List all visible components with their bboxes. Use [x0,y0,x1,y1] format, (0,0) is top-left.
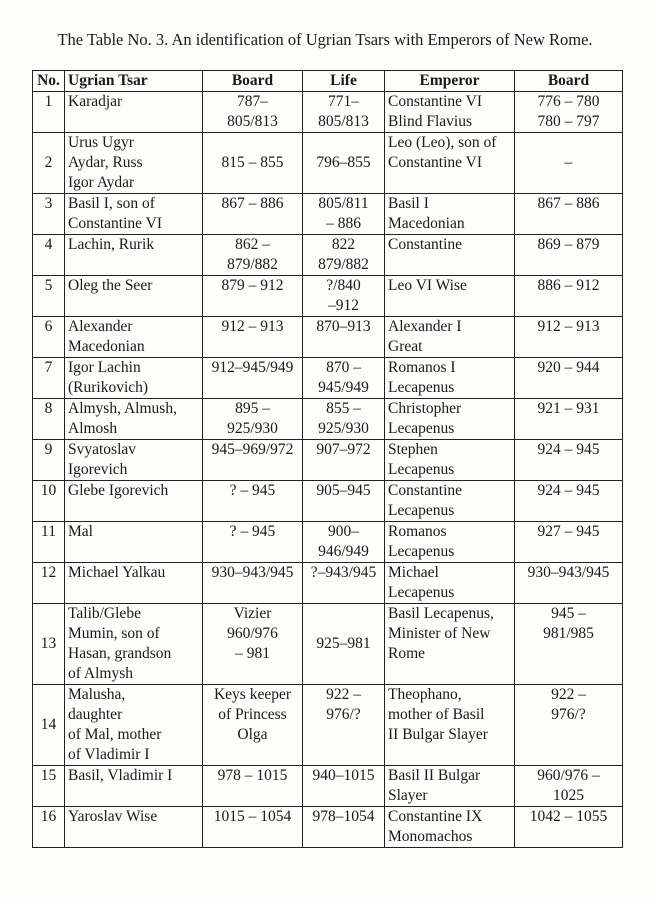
cell-emperor [385,194,515,235]
cell-life [303,358,385,399]
table-row [33,399,623,440]
cell-emperor [385,481,515,522]
cell-line: II Bulgar Slayer [388,726,488,743]
cell-line: 922 – [326,686,361,703]
cell-emperor [385,766,515,807]
cell-line: ?/840 [326,277,361,294]
cell-no: 15 [33,766,65,807]
cell-ugrian-tsar [65,766,203,807]
cell-board [203,358,303,399]
cell-board [203,604,303,685]
cell-emperor [385,685,515,766]
cell-line: 796–855 [316,154,371,171]
header-emperor: Emperor [385,71,515,92]
cell-line: Theophano, [388,686,462,703]
cell-line: 886 – 912 [537,277,600,294]
cell-line: Basil I, son of [68,195,155,212]
cell-line: Lecapenus [388,502,455,519]
cell-emperor [385,807,515,848]
cell-line: 867 – 886 [221,195,284,212]
cell-no: 16 [33,807,65,848]
cell-ugrian-tsar [65,133,203,194]
cell-line: Constantine VI [388,93,482,110]
cell-line: mother of Basil [388,706,485,723]
cell-line: 960/976 – [537,767,600,784]
cell-line: Michael Yalkau [68,564,166,581]
cell-line: Igorevich [68,461,128,478]
cell-emperor-board [515,685,623,766]
cell-board [203,481,303,522]
cell-line: Oleg the Seer [68,277,153,294]
cell-line: Vizier [233,605,272,622]
cell-board [203,276,303,317]
cell-line: Hasan, grandson [68,645,172,662]
cell-line: 912 – 913 [537,318,600,335]
cell-emperor-board [515,440,623,481]
table-row [33,276,623,317]
cell-emperor-board [515,358,623,399]
cell-line: 776 – 780 [537,93,600,110]
cell-line: 805/813 [318,113,369,130]
cell-life [303,133,385,194]
cell-line: Constantine IX [388,808,483,825]
cell-line: 940–1015 [312,767,375,784]
cell-line: 930–943/945 [527,564,610,581]
cell-life [303,194,385,235]
cell-emperor-board [515,194,623,235]
cell-board [203,685,303,766]
cell-ugrian-tsar [65,685,203,766]
cell-line: – 886 [326,215,361,232]
cell-line: 927 – 945 [537,523,600,540]
cell-ugrian-tsar [65,276,203,317]
cell-line: 870–913 [316,318,371,335]
cell-emperor [385,440,515,481]
cell-line: Basil Lecapenus, [388,605,494,622]
cell-emperor-board [515,563,623,604]
cell-emperor-board [515,276,623,317]
cell-line: Aydar, Russ [68,154,143,171]
cell-emperor [385,522,515,563]
cell-line: daughter [68,706,123,723]
cell-line: 907–972 [316,441,371,458]
table-row [33,317,623,358]
cell-emperor [385,604,515,685]
cell-board [203,766,303,807]
cell-line: 1025 [553,787,584,804]
cell-ugrian-tsar [65,399,203,440]
cell-line: 1015 – 1054 [213,808,292,825]
cell-line: Mal [68,523,93,540]
cell-no: 10 [33,481,65,522]
cell-line: Lecapenus [388,543,455,560]
cell-line: 945/949 [318,379,369,396]
cell-line: Malusha, [68,686,126,703]
cell-no: 9 [33,440,65,481]
cell-no: 14 [33,685,65,766]
cell-line: 978 – 1015 [217,767,288,784]
cell-line: Romanos [388,523,447,540]
cell-line: 870 – [326,359,361,376]
cell-line: Igor Aydar [68,174,135,191]
cell-line: Slayer [388,787,428,804]
cell-ugrian-tsar [65,317,203,358]
cell-line: Alexander [68,318,133,335]
cell-line: Urus Ugyr [68,134,134,151]
cell-no: 4 [33,235,65,276]
cell-line: Great [388,338,423,355]
cell-board [203,317,303,358]
cell-life [303,766,385,807]
cell-line: Minister of New [388,625,491,642]
cell-line: Almysh, Almush, [68,400,177,417]
cell-line: Leo (Leo), son of [388,134,497,151]
cell-emperor [385,235,515,276]
cell-emperor [385,92,515,133]
cell-life [303,685,385,766]
header-life: Life [303,71,385,92]
cell-line: 930–943/945 [211,564,294,581]
cell-line: 946/949 [318,543,369,560]
table-row [33,235,623,276]
cell-emperor [385,399,515,440]
cell-line: Talib/Glebe [68,605,141,622]
cell-emperor-board [515,481,623,522]
table-row [33,358,623,399]
cell-emperor-board [515,133,623,194]
table-row [33,685,623,766]
cell-line: Karadjar [68,93,123,110]
cell-line: 787– [237,93,268,110]
cell-emperor [385,317,515,358]
cell-line: Svyatoslav [68,441,137,458]
cell-line: 922 – [551,686,586,703]
cell-ugrian-tsar [65,440,203,481]
cell-line: 924 – 945 [537,482,600,499]
header-ugrian-tsar: Ugrian Tsar [65,71,203,92]
cell-board [203,807,303,848]
cell-ugrian-tsar [65,194,203,235]
cell-line: Constantine [388,482,463,499]
cell-line: 805/813 [227,113,278,130]
cell-line: 1042 – 1055 [529,808,608,825]
cell-line: Michael [388,564,439,581]
cell-life [303,317,385,358]
cell-emperor [385,563,515,604]
cell-line: Keys keeper [213,686,292,703]
cell-line: Mumin, son of [68,625,160,642]
cell-emperor-board [515,522,623,563]
table-row [33,481,623,522]
cell-line: Lecapenus [388,461,455,478]
cell-line: 867 – 886 [537,195,600,212]
table-row [33,563,623,604]
cell-line: Romanos I [388,359,456,376]
cell-line: of Vladimir I [68,746,150,763]
cell-line: 780 – 797 [537,113,600,130]
cell-line: Olga [237,726,268,743]
cell-line: 925/930 [227,420,278,437]
cell-ugrian-tsar [65,481,203,522]
cell-board [203,522,303,563]
cell-line: Glebe Igorevich [68,482,169,499]
cell-line: 945–969/972 [211,441,294,458]
table-row [33,194,623,235]
cell-line: 981/985 [543,625,594,642]
cell-line: –912 [328,297,359,314]
cell-line: Lecapenus [388,420,455,437]
cell-life [303,235,385,276]
cell-emperor-board [515,807,623,848]
cell-line: Igor Lachin [68,359,141,376]
cell-line: 815 – 855 [221,154,284,171]
cell-line: Alexander I [388,318,462,335]
cell-line: 912 – 913 [221,318,284,335]
table-row [33,604,623,685]
cell-line: 920 – 944 [537,359,600,376]
cell-line: 900– [328,523,359,540]
cell-line: Basil II Bulgar [388,767,481,784]
cell-board [203,399,303,440]
cell-emperor-board [515,766,623,807]
cell-emperor [385,276,515,317]
cell-line: 855 – [326,400,361,417]
cell-line: 879 – 912 [221,277,284,294]
cell-no: 1 [33,92,65,133]
header-board: Board [203,71,303,92]
table-row [33,522,623,563]
cell-no: 5 [33,276,65,317]
cell-line: (Rurikovich) [68,379,149,396]
cell-line: 905–945 [316,482,371,499]
cell-no: 11 [33,522,65,563]
cell-no: 12 [33,563,65,604]
cell-board [203,133,303,194]
cell-line: ?–943/945 [310,564,377,581]
cell-line: 869 – 879 [537,236,600,253]
cell-line: 925–981 [316,635,371,652]
cell-ugrian-tsar [65,563,203,604]
cell-board [203,235,303,276]
cell-line: Yaroslav Wise [68,808,158,825]
cell-life [303,440,385,481]
cell-line: Lachin, Rurik [68,236,155,253]
cell-board [203,194,303,235]
cell-line: Macedonian [388,215,465,232]
cell-line: Lecapenus [388,379,455,396]
cell-no: 2 [33,133,65,194]
table-row [33,92,623,133]
cell-life [303,399,385,440]
cell-life [303,522,385,563]
cell-line: Leo VI Wise [388,277,467,294]
header-row [33,71,623,92]
cell-emperor-board [515,604,623,685]
cell-line: 924 – 945 [537,441,600,458]
cell-line: Constantine VI [68,215,162,232]
cell-line: Constantine VI [388,154,482,171]
cell-line: Stephen [388,441,438,458]
cell-emperor-board [515,92,623,133]
table-row [33,807,623,848]
cell-life [303,807,385,848]
cell-no: 3 [33,194,65,235]
cell-line: 945 – [551,605,586,622]
cell-line: Constantine [388,236,463,253]
cell-line: Macedonian [68,338,145,355]
cell-line: 978–1054 [312,808,375,825]
cell-emperor [385,358,515,399]
cell-line: Lecapenus [388,584,455,601]
cell-line: 925/930 [318,420,369,437]
cell-life [303,604,385,685]
cell-no: 7 [33,358,65,399]
cell-emperor-board [515,235,623,276]
cell-ugrian-tsar [65,358,203,399]
table-row [33,766,623,807]
cell-line: Almosh [68,420,118,437]
cell-no: 13 [33,604,65,685]
cell-emperor-board [515,317,623,358]
cell-life [303,92,385,133]
cell-line: ? – 945 [229,523,276,540]
table-row [33,440,623,481]
cell-ugrian-tsar [65,604,203,685]
cell-line: of Princess [218,706,287,723]
cell-life [303,563,385,604]
cell-board [203,563,303,604]
cell-line: 879/882 [227,256,278,273]
cell-line: of Mal, mother [68,726,162,743]
cell-line: 912–945/949 [211,359,294,376]
cell-line: of Almysh [68,665,134,682]
cell-ugrian-tsar [65,235,203,276]
cell-line: 976/? [326,706,361,723]
cell-line: 895 – [235,400,270,417]
cell-line: 771– [328,93,359,110]
cell-ugrian-tsar [65,522,203,563]
cell-board [203,92,303,133]
cell-line: 805/811 [318,195,369,212]
cell-ugrian-tsar [65,92,203,133]
cell-no: 6 [33,317,65,358]
cell-line: Basil, Vladimir I [68,767,173,784]
cell-line: Blind Flavius [388,113,472,130]
cell-line: Rome [388,645,426,662]
tsars-table [32,70,623,848]
cell-line: 862 – [235,236,270,253]
cell-line: 976/? [551,706,586,723]
cell-emperor [385,133,515,194]
cell-line: Monomachos [388,828,473,845]
cell-line: 960/976 [227,625,278,642]
cell-line: – [564,154,573,171]
cell-board [203,440,303,481]
cell-line: – 981 [235,645,270,662]
cell-line: 921 – 931 [537,400,600,417]
header-no: No. [33,71,65,92]
table-row [33,133,623,194]
cell-line: Christopher [388,400,462,417]
cell-ugrian-tsar [65,807,203,848]
cell-no: 8 [33,399,65,440]
cell-line: Basil I [388,195,429,212]
cell-line: 822 [331,236,356,253]
cell-emperor-board [515,399,623,440]
cell-life [303,481,385,522]
header-emperor-board: Board [515,71,623,92]
cell-life [303,276,385,317]
cell-line: ? – 945 [229,482,276,499]
cell-line: 879/882 [318,256,369,273]
table-caption: The Table No. 3. An identification of Ugrian Tsars with Emperors of New Rome. [57,30,593,49]
